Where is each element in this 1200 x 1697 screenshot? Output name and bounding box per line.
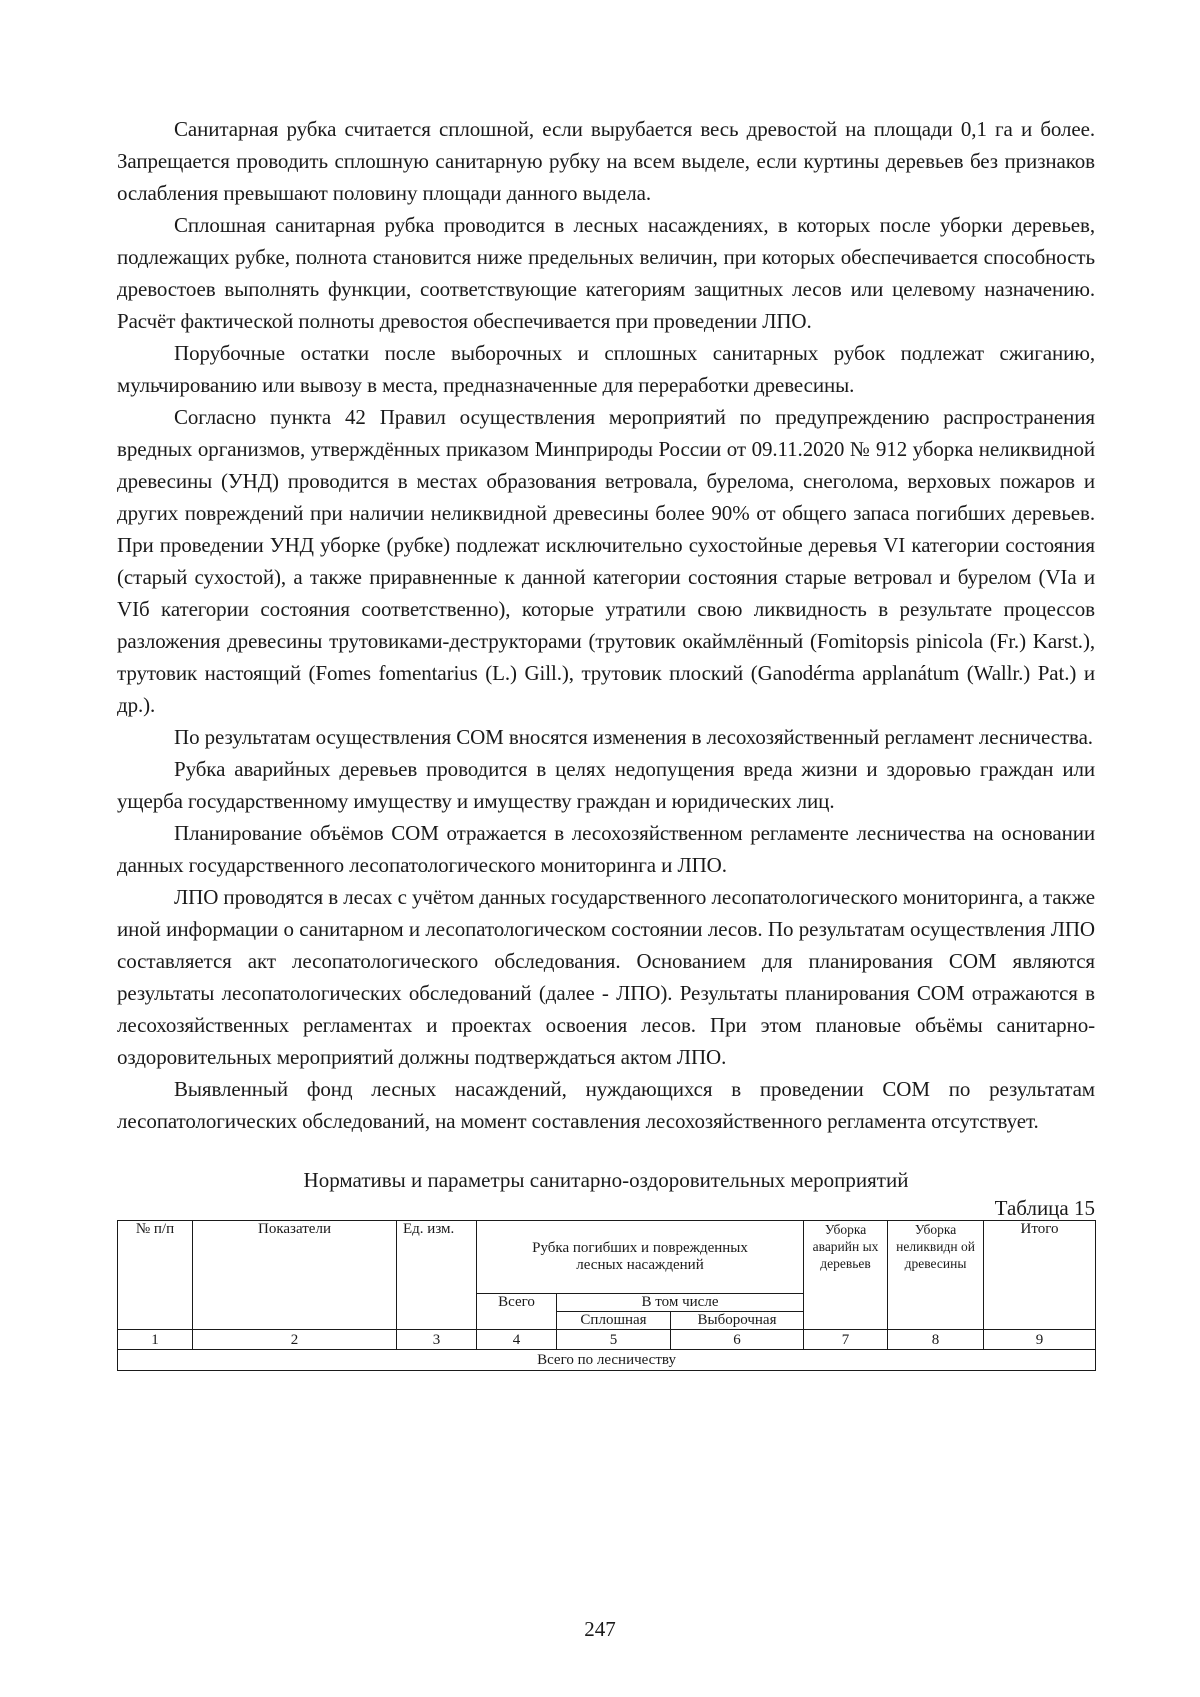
- column-numbers-row: [118, 1330, 1096, 1350]
- page-number: 247: [584, 1617, 616, 1641]
- column-number: 7: [804, 1330, 888, 1350]
- header-total: Итого: [984, 1221, 1096, 1330]
- paragraph-4: Согласно пункта 42 Правил осуществления мероприятий по предупреждению распространения вредных организмов, утверждённых приказом Минприроды России от 09.11.2020 № 912 уборка неликвидной древесины (УНД) проводится в местах образования ветровала, бурелома, снеголома, верховых пожаров и других повреждений при наличии неликвидной древесины более 90% от общего запаса погибших деревьев. При проведении УНД уборке (рубке) подлежат исключительно сухостойные деревья VI категории состояния (старый сухостой), а также приравненные к данной категории состояния старые ветровал и бурелом (VIа и VIб категории состояния соответственно), которые утратили свою ликвидность в результате процессов разложения древесины трутовиками-деструкторами (трутовик окаймлённый (Fomitopsis pinicola (Fr.) Karst.), трутовик настоящий (Fomes fomentarius (L.) Gill.), трутовик плоский (Ganodérma applanátum (Wallr.) Pat.) и др.).: [117, 405, 1095, 717]
- paragraph-9: Выявленный фонд лесных насаждений, нуждающихся в проведении СОМ по результатам лесопатологических обследований, на момент составления лесохозяйственного регламента отсутствует.: [117, 1077, 1095, 1133]
- header-including: В том числе: [557, 1294, 804, 1312]
- column-number: 6: [671, 1330, 804, 1350]
- header-indicators: Показатели: [193, 1221, 397, 1330]
- paragraph-3: Порубочные остатки после выборочных и сплошных санитарных рубок подлежат сжиганию, мульчированию или вывозу в места, предназначенные для переработки древесины.: [117, 341, 1095, 397]
- table-title: Нормативы и параметры санитарно-оздоровительных мероприятий: [303, 1168, 909, 1192]
- column-number: 8: [888, 1330, 984, 1350]
- table-number: Таблица 15: [994, 1196, 1095, 1220]
- header-illiquid: Уборка неликвидн ой древесины: [888, 1221, 984, 1330]
- total-row: [118, 1350, 1096, 1371]
- column-number: 4: [477, 1330, 557, 1350]
- header-felling: Рубка погибших и поврежденных лесных насаждений: [477, 1221, 804, 1294]
- paragraph-2: Сплошная санитарная рубка проводится в лесных насаждениях, в которых после уборки деревьев, подлежащих рубке, полнота становится ниже предельных величин, при которых обеспечивается способность древостоев выполнять функции, соответствующие категориям защитных лесов или целевому назначению. Расчёт фактической полноты древостоя обеспечивается при проведении ЛПО.: [117, 213, 1095, 333]
- norms-table: [117, 1220, 1096, 1371]
- header-emergency: Уборка аварийн ых деревьев: [804, 1221, 888, 1330]
- total-row-label: Всего по лесничеству: [118, 1350, 1096, 1371]
- header-all: Всего: [477, 1294, 557, 1330]
- column-number: 3: [397, 1330, 477, 1350]
- column-number: 9: [984, 1330, 1096, 1350]
- paragraph-5: По результатам осуществления СОМ вносятся изменения в лесохозяйственный регламент лесничества.: [174, 725, 1093, 749]
- paragraph-8: ЛПО проводятся в лесах с учётом данных государственного лесопатологического мониторинга, а также иной информации о санитарном и лесопатологическом состоянии лесов. По результатам осуществления ЛПО составляется акт лесопатологического обследования. Основанием для планирования СОМ являются результаты лесопатологических обследований (далее - ЛПО). Результаты планирования СОМ отражаются в лесохозяйственных регламентах и проектах освоения лесов. При этом плановые объёмы санитарно-оздоровительных мероприятий должны подтверждаться актом ЛПО.: [117, 885, 1095, 1069]
- document-page: [117, 113, 1095, 1371]
- header-num: № п/п: [118, 1221, 193, 1330]
- paragraph-1: Санитарная рубка считается сплошной, если вырубается весь древостой на площади 0,1 га и более. Запрещается проводить сплошную санитарную рубку на всем выделе, если куртины деревьев без признаков ослабления превышают половину площади данного выдела.: [117, 117, 1095, 205]
- column-number: 5: [557, 1330, 671, 1350]
- header-clear: Сплошная: [557, 1312, 671, 1330]
- paragraph-6: Рубка аварийных деревьев проводится в целях недопущения вреда жизни и здоровью граждан или ущерба государственному имуществу и имуществу граждан и юридических лиц.: [117, 757, 1095, 813]
- paragraph-7: Планирование объёмов СОМ отражается в лесохозяйственном регламенте лесничества на основании данных государственного лесопатологического мониторинга и ЛПО.: [117, 821, 1095, 877]
- header-selective: Выборочная: [671, 1312, 804, 1330]
- column-number: 1: [118, 1330, 193, 1350]
- column-number: 2: [193, 1330, 397, 1350]
- header-unit: Ед. изм.: [397, 1221, 477, 1330]
- table-header-row: [118, 1221, 1096, 1294]
